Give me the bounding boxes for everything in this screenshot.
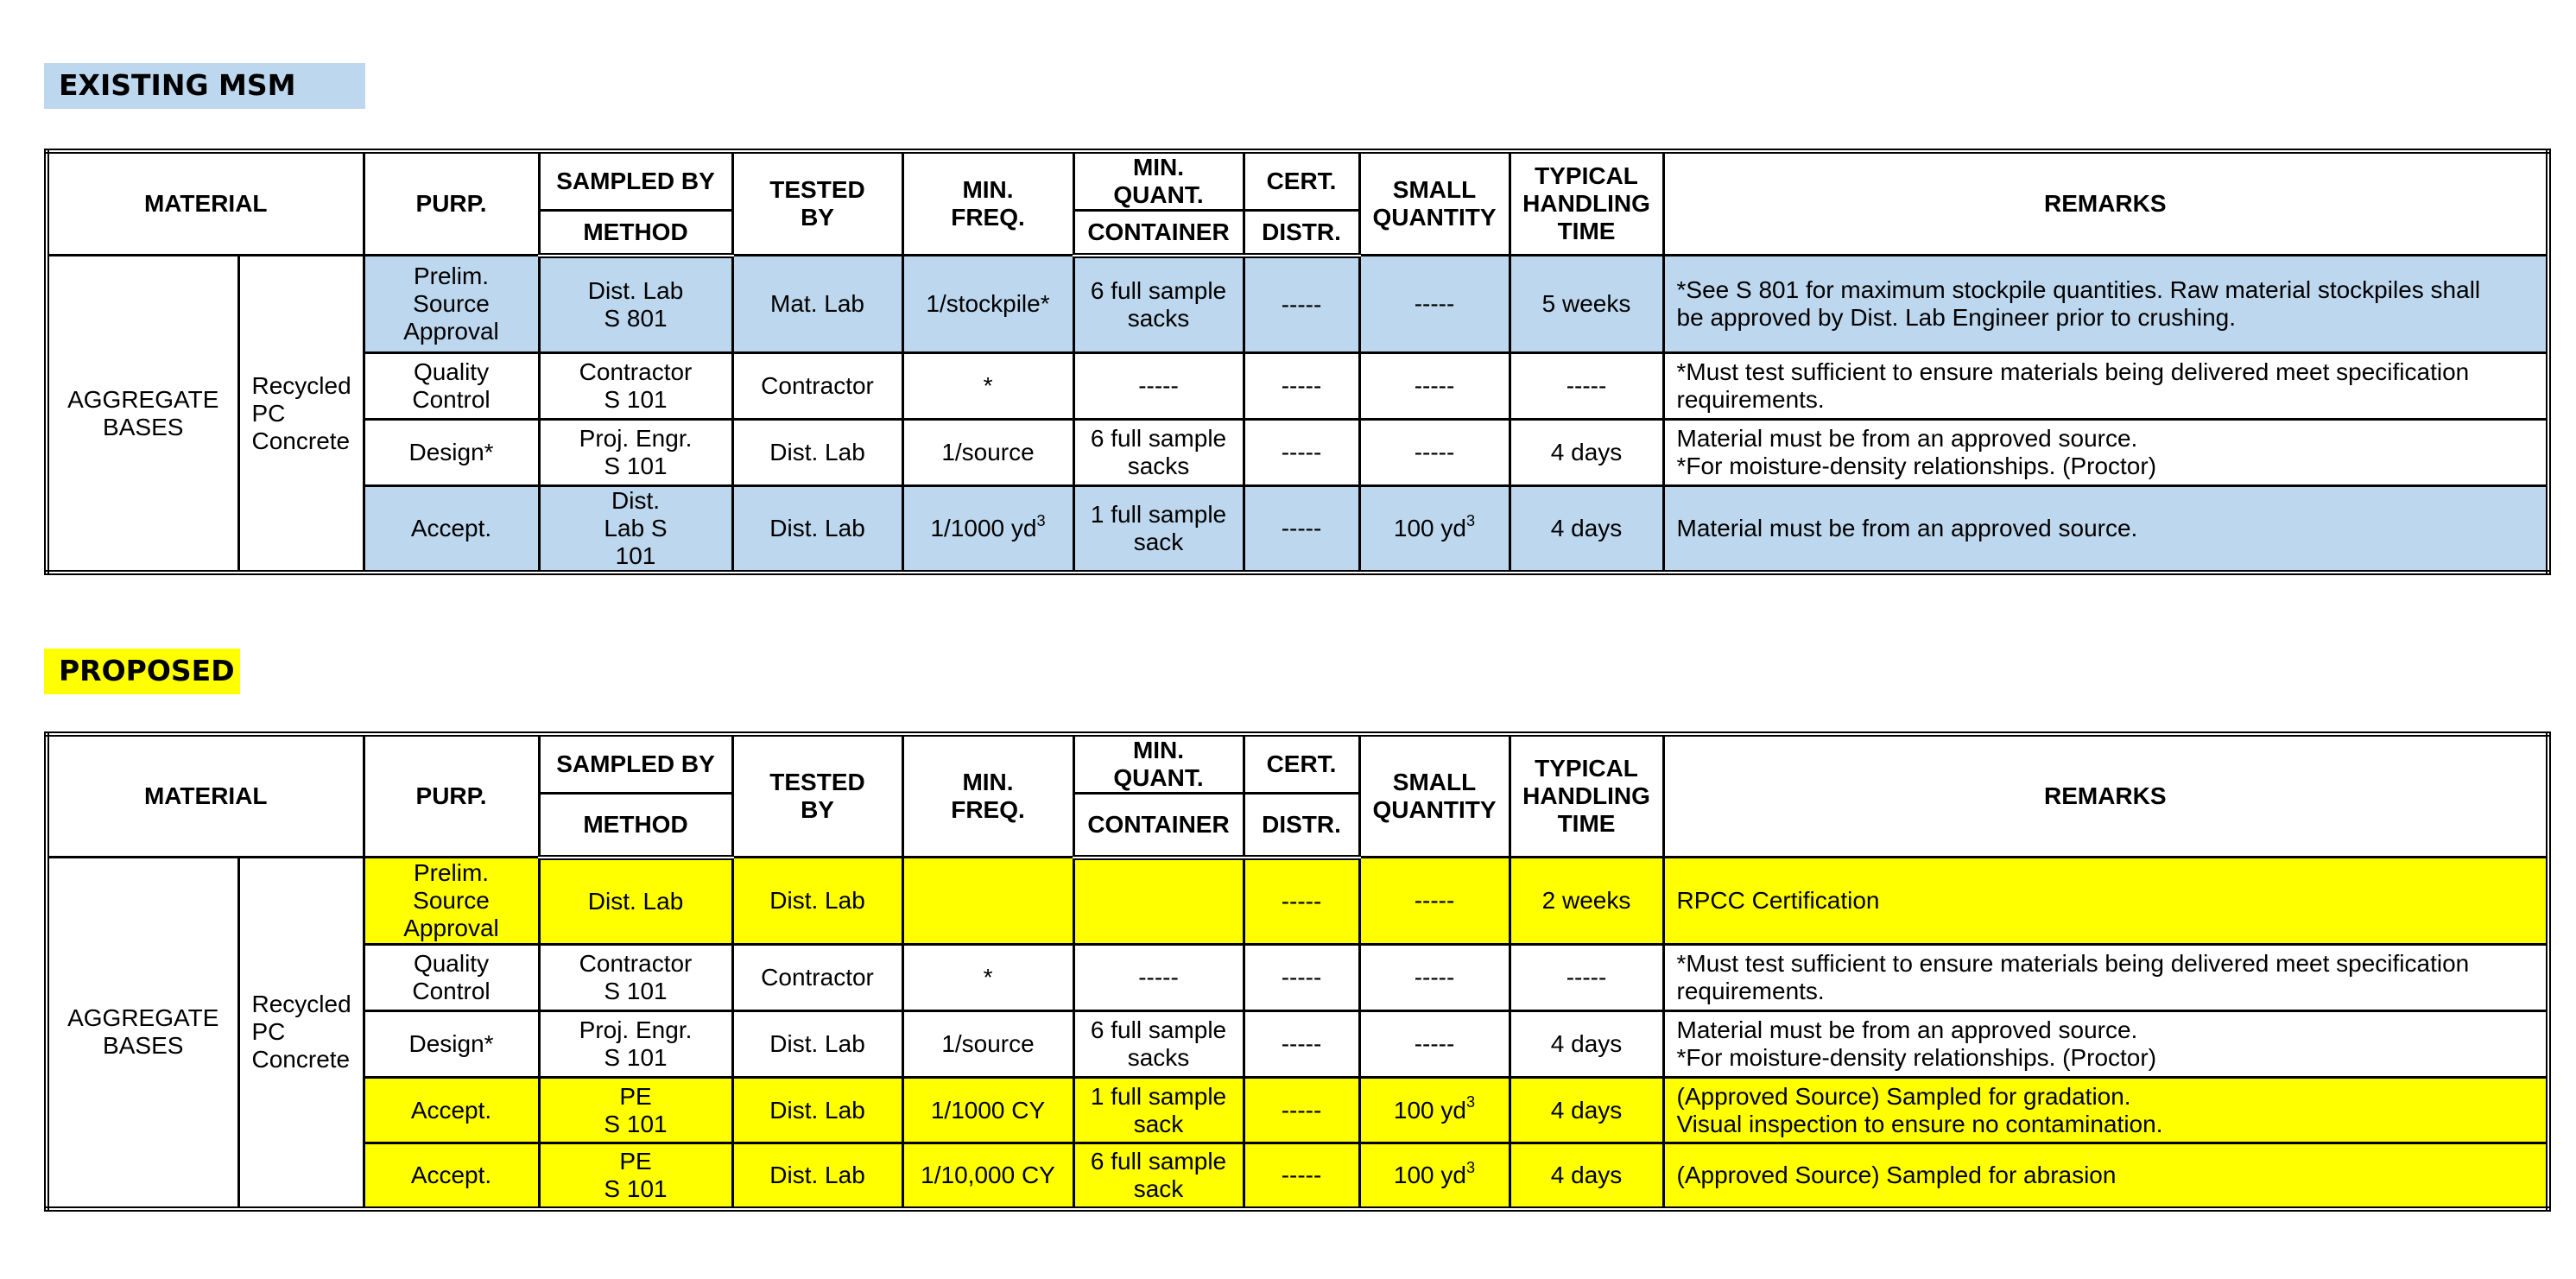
small-qty-cell: ----- <box>1359 420 1510 486</box>
small-qty-cell: ----- <box>1359 1011 1510 1078</box>
sampled-cell: Dist. Lab S 801 <box>539 256 732 353</box>
container-cell <box>1073 858 1244 945</box>
sampled-cell: PE S 101 <box>539 1143 732 1209</box>
table-row <box>47 945 2548 1011</box>
table-row <box>47 858 2548 945</box>
header-min-freq: MIN. FREQ. <box>902 734 1073 858</box>
remarks-cell: *Must test sufficient to ensure materials being delivered meet specification requirements. <box>1663 353 2548 420</box>
small-qty-cell <box>1359 486 1510 573</box>
tested-cell: Dist. Lab <box>732 1078 902 1143</box>
sampled-cell: Proj. Engr. S 101 <box>539 420 732 486</box>
tested-cell: Dist. Lab <box>732 1143 902 1209</box>
header-distr: DISTR. <box>1244 794 1359 858</box>
container-cell: 6 full sample sacks <box>1073 1011 1244 1078</box>
sampled-cell: Proj. Engr. S 101 <box>539 1011 732 1078</box>
header-tested-by: TESTED BY <box>732 734 902 858</box>
remarks-cell: *Must test sufficient to ensure materials being delivered meet specification requirements. <box>1663 945 2548 1011</box>
freq-cell: 1/source <box>902 420 1073 486</box>
table-row <box>47 1143 2548 1209</box>
header-method: METHOD <box>539 211 732 256</box>
time-cell: 2 weeks <box>1510 858 1663 945</box>
remarks-cell: Material must be from an approved source. *For moisture-density relationships. (Proctor) <box>1663 420 2548 486</box>
freq-cell <box>902 858 1073 945</box>
time-cell: ----- <box>1510 353 1663 420</box>
time-cell: 4 days <box>1510 486 1663 573</box>
small-qty-superscript: 3 <box>1465 1158 1476 1176</box>
freq-cell: * <box>902 945 1073 1011</box>
header-small-quantity: SMALL QUANTITY <box>1359 734 1510 858</box>
container-cell: 6 full sample sacks <box>1073 420 1244 486</box>
sampled-cell: Contractor S 101 <box>539 945 732 1011</box>
header-distr: DISTR. <box>1244 211 1359 256</box>
tested-cell: Mat. Lab <box>732 256 902 353</box>
time-cell: 4 days <box>1510 1011 1663 1078</box>
purp-cell: Accept. <box>364 1078 539 1143</box>
table-row <box>47 420 2548 486</box>
cert-cell: ----- <box>1244 858 1359 945</box>
container-cell: 6 full sample sack <box>1073 1143 1244 1209</box>
remarks-cell: Material must be from an approved source. *For moisture-density relationships. (Proctor) <box>1663 1011 2548 1078</box>
tested-cell: Contractor <box>732 353 902 420</box>
sub-material-cell: Recycled PC Concrete <box>238 858 364 1209</box>
header-sampled-by: SAMPLED BY <box>539 734 732 794</box>
existing-msm-table <box>44 149 2551 575</box>
cert-cell: ----- <box>1244 420 1359 486</box>
cert-cell: ----- <box>1244 1143 1359 1209</box>
freq-cell: 1/1000 CY <box>902 1078 1073 1143</box>
header-remarks: REMARKS <box>1663 734 2548 858</box>
small-qty-cell: ----- <box>1359 353 1510 420</box>
time-cell: 4 days <box>1510 420 1663 486</box>
purp-cell: Prelim. Source Approval <box>364 858 539 945</box>
small-qty-value: 100 yd <box>1393 515 1466 541</box>
header-purp: PURP. <box>364 734 539 858</box>
header-material: MATERIAL <box>47 734 364 858</box>
table-row <box>47 256 2548 353</box>
header-remarks: REMARKS <box>1663 151 2548 256</box>
small-qty-value: 100 yd <box>1393 1161 1466 1188</box>
header-material: MATERIAL <box>47 151 364 256</box>
header-container: CONTAINER <box>1073 211 1244 256</box>
time-cell: 5 weeks <box>1510 256 1663 353</box>
time-cell: 4 days <box>1510 1143 1663 1209</box>
small-qty-superscript: 3 <box>1465 1093 1476 1111</box>
sampled-cell: PE S 101 <box>539 1078 732 1143</box>
remarks-cell: Material must be from an approved source. <box>1663 486 2548 573</box>
purp-cell: Design* <box>364 1011 539 1078</box>
small-qty-superscript: 3 <box>1465 511 1476 529</box>
tested-cell: Dist. Lab <box>732 420 902 486</box>
cert-cell: ----- <box>1244 945 1359 1011</box>
freq-cell: 1/stockpile* <box>902 256 1073 353</box>
freq-cell: 1/10,000 CY <box>902 1143 1073 1209</box>
time-cell: 4 days <box>1510 1078 1663 1143</box>
freq-value: 1/1000 yd <box>930 515 1037 541</box>
container-cell: 1 full sample sack <box>1073 486 1244 573</box>
header-cert: CERT. <box>1244 734 1359 794</box>
tested-cell: Dist. Lab <box>732 1011 902 1078</box>
sampled-cell: Contractor S 101 <box>539 353 732 420</box>
tested-cell: Contractor <box>732 945 902 1011</box>
header-min-freq: MIN. FREQ. <box>902 151 1073 256</box>
material-cell: AGGREGATE BASES <box>47 256 238 573</box>
small-qty-cell <box>1359 1078 1510 1143</box>
container-cell: ----- <box>1073 353 1244 420</box>
container-cell: 1 full sample sack <box>1073 1078 1244 1143</box>
remarks-cell: (Approved Source) Sampled for abrasion <box>1663 1143 2548 1209</box>
table-row <box>47 486 2548 573</box>
time-cell: ----- <box>1510 945 1663 1011</box>
freq-cell <box>902 486 1073 573</box>
purp-cell: Quality Control <box>364 945 539 1011</box>
proposed-table <box>44 731 2551 1212</box>
cert-cell: ----- <box>1244 256 1359 353</box>
cert-cell: ----- <box>1244 486 1359 573</box>
header-typical-handling-time: TYPICAL HANDLING TIME <box>1510 151 1663 256</box>
header-min-quant: MIN. QUANT. <box>1073 734 1244 794</box>
header-small-quantity: SMALL QUANTITY <box>1359 151 1510 256</box>
small-qty-cell: ----- <box>1359 858 1510 945</box>
cert-cell: ----- <box>1244 1011 1359 1078</box>
freq-cell: * <box>902 353 1073 420</box>
table-row <box>47 1078 2548 1143</box>
header-purp: PURP. <box>364 151 539 256</box>
container-cell: ----- <box>1073 945 1244 1011</box>
header-tested-by: TESTED BY <box>732 151 902 256</box>
remarks-cell: *See S 801 for maximum stockpile quantities. Raw material stockpiles shall be approved by Dist. Lab Engineer prior to crushing. <box>1663 256 2548 353</box>
small-qty-cell <box>1359 1143 1510 1209</box>
cert-cell: ----- <box>1244 353 1359 420</box>
purp-cell: Quality Control <box>364 353 539 420</box>
small-qty-value: 100 yd <box>1393 1096 1466 1124</box>
header-typical-handling-time: TYPICAL HANDLING TIME <box>1510 734 1663 858</box>
header-min-quant: MIN. QUANT. <box>1073 151 1244 211</box>
table-row <box>47 353 2548 420</box>
header-sampled-by: SAMPLED BY <box>539 151 732 211</box>
purp-cell: Design* <box>364 420 539 486</box>
tested-cell: Dist. Lab <box>732 486 902 573</box>
table-row <box>47 1011 2548 1078</box>
small-qty-cell: ----- <box>1359 256 1510 353</box>
small-qty-cell: ----- <box>1359 945 1510 1011</box>
purp-cell: Accept. <box>364 1143 539 1209</box>
sampled-cell: Dist. Lab <box>539 858 732 945</box>
freq-cell: 1/source <box>902 1011 1073 1078</box>
cert-cell: ----- <box>1244 1078 1359 1143</box>
sampled-cell: Dist. Lab S 101 <box>539 486 732 573</box>
header-method: METHOD <box>539 794 732 858</box>
purp-cell: Prelim. Source Approval <box>364 256 539 353</box>
sub-material-cell: Recycled PC Concrete <box>238 256 364 573</box>
header-cert: CERT. <box>1244 151 1359 211</box>
section-label-proposed: PROPOSED <box>44 649 240 694</box>
remarks-cell: RPCC Certification <box>1663 858 2548 945</box>
remarks-cell: (Approved Source) Sampled for gradation. Visual inspection to ensure no contamination. <box>1663 1078 2548 1143</box>
freq-superscript: 3 <box>1036 511 1046 529</box>
container-cell: 6 full sample sacks <box>1073 256 1244 353</box>
section-label-existing-msm: EXISTING MSM <box>44 63 365 109</box>
purp-cell: Accept. <box>364 486 539 573</box>
tested-cell: Dist. Lab <box>732 858 902 945</box>
material-cell: AGGREGATE BASES <box>47 858 238 1209</box>
header-container: CONTAINER <box>1073 794 1244 858</box>
